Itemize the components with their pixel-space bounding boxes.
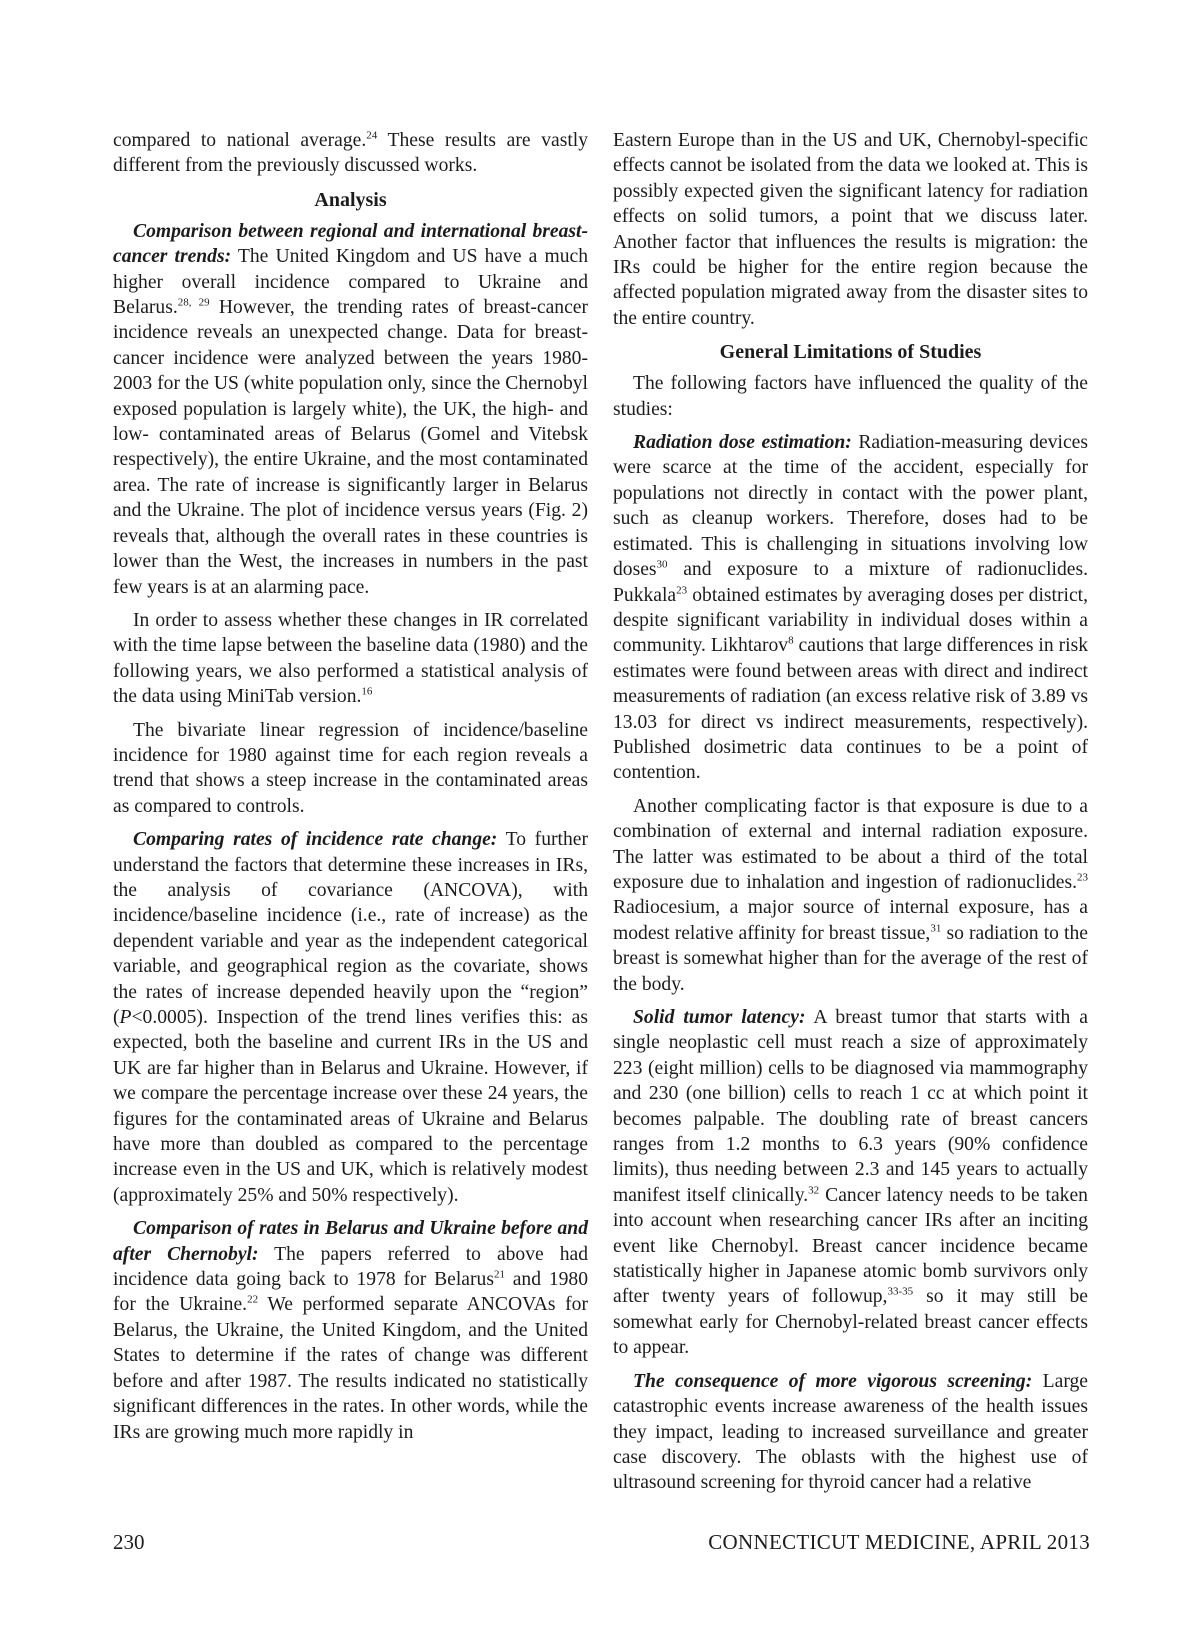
paragraph-regional-trends: Comparison between regional and international breast-cancer trends: The United Kingdom and US have a much higher overall incidence compared to Ukraine and Belarus.$^{28, 29}$ However, the trending rates of breast-cancer incidence reveals an unexpected change. Data for breast-cancer incidence were analyzed between the years 1980-2003 for the US (white population only, since the Chernobyl exposed population is largely white), the UK, the high- and low- contaminated areas of Belarus (Gomel and Vitebsk respectively), the entire Ukraine, and the most contaminated area. The rate of increase is significantly larger in Belarus and the Ukraine. The plot of incidence versus years (Fig. 2) reveals that, although the overall rates in these countries is lower than the West, the increases in numbers in the past few years is at an alarming pace.	[113, 220, 589, 598]
section-heading-limitations: General Limitations of Studies	[719, 341, 982, 364]
right-column	[613, 128, 1088, 1504]
paragraph-rate-change: Comparing rates of incidence rate change: To further understand the factors that determine these increases in IRs, the analysis of covariance (ANCOVA), with incidence/baseline incidence (i.e., rate of increase) as the dependent variable and year as the independent categorical variable, and geographical region as the covariate, shows the rates of increase depended heavily upon the “region” (P<0.0005). Inspection of the trend lines verifies this: as expected, both the baseline and current IRs in the US and UK are far higher than in Belarus and Ukraine. However, if we compare the percentage increase over these 24 years, the figures for the contaminated areas of Ukraine and Belarus have more than doubled as compared to the percentage increase even in the US and UK, which is relatively modest (approximately 25% and 50% respectively).	[113, 829, 588, 1206]
left-column	[113, 128, 588, 1453]
citation: 31	[930, 922, 942, 935]
paragraph-lead: Solid tumor latency:	[633, 1007, 806, 1028]
citation: 23	[1077, 871, 1088, 884]
paragraph-regression: The bivariate linear regression of incidence/baseline incidence for 1980 against time for each region reveals a trend that shows a steep increase in the contaminated areas as compared to controls.	[113, 719, 588, 817]
citation: 21	[493, 1268, 505, 1281]
citation: 32	[808, 1184, 820, 1197]
paragraph-factors-intro: The following factors have influenced the quality of the studies:	[613, 373, 1088, 420]
citation: 23	[676, 583, 688, 596]
citation: 30	[656, 558, 668, 571]
paragraph-lead: Comparing rates of incidence rate change:	[133, 829, 498, 851]
paragraph-screening: The consequence of more vigorous screening: Large catastrophic events increase awareness of the health issues they impact, leading to increased surveillance and greater case discovery. The oblasts with the highest use of ultrasound screening for thyroid cancer had a relative	[613, 1370, 1088, 1494]
paragraph-dose-estimation: Radiation dose estimation: Radiation-measuring devices were scarce at the time of the accident, especially for populations not directly in contact with the power plant, such as cleanup workers. Therefore, doses had to be estimated. This is challenging in situations involving low doses$^{30}$ and exposure to a mixture of radionuclides. Pukkala$^{23}$ obtained estimates by averaging doses per district, despite significant variability in individual doses within a community. Likhtarov$^8$ cautions that large differences in risk estimates were found between areas with direct and indirect measurements of radiation (an excess relative risk of 3.89 vs 13.03 for direct vs indirect measurements, respectively). Published dosimetric data continues to be a point of contention.	[613, 432, 1088, 784]
paragraph-continuation: compared to national average.$^{24}$ These results are vastly different from the previously discussed works.	[113, 129, 588, 177]
citation: 8	[788, 634, 794, 647]
paragraph-lead: Comparison of rates in Belarus and Ukraine before and after Chernobyl:	[113, 1218, 588, 1265]
citation: 22	[247, 1293, 259, 1306]
citation: 16	[361, 685, 373, 698]
page-number: 230	[113, 1530, 145, 1554]
paragraph-lead: The consequence of more vigorous screening:	[633, 1370, 1033, 1392]
section-heading-analysis: Analysis	[314, 188, 387, 211]
paragraph-tumor-latency: Solid tumor latency: A breast tumor that starts with a single neoplastic cell must reach a size of approximately 223 (eight million) cells to be diagnosed via mammography and 230 (one billion) cells to reach 1 cc at which point it becomes palpable. The doubling rate of breast cancers ranges from 1.2 months to 6.3 years (90% confidence limits), thus needing between 2.3 and 145 years to actually manifest itself clinically.$^{32}$ Cancer latency needs to be taken into account when researching cancer IRs after an inciting event like Chernobyl. Breast cancer incidence became statistically higher in Japanese atomic bomb survivors only after twenty years of followup,$^{33-35}$ so it may still be somewhat early for Chernobyl-related breast cancer effects to appear.	[613, 1007, 1088, 1359]
paragraph-statistical-analysis: In order to assess whether these changes in IR correlated with the time lapse between the baseline data (1980) and the following years, we also performed a statistical analysis of the data using MiniTab version.$^{16}$	[113, 609, 588, 708]
paragraph-before-after: Comparison of rates in Belarus and Ukraine before and after Chernobyl: The papers referred to above had incidence data going back to 1978 for Belarus$^{21}$ and 1980 for the Ukraine.$^{22}$ We performed separate ANCOVAs for Belarus, the Ukraine, the United Kingdom, and the United States to determine if the rates of change was different before and after 1987. The results indicated no statistically significant differences in the rates. In other words, while the IRs are growing much more rapidly in	[113, 1218, 589, 1443]
paragraph-lead: Radiation dose estimation:	[633, 432, 852, 454]
paragraph-lead: Comparison between regional and international breast-cancer trends:	[113, 220, 588, 268]
citation: 28, 29	[177, 296, 210, 309]
paragraph-exposure: Another complicating factor is that exposure is due to a combination of external and internal radiation exposure. The latter was estimated to be about a third of the total exposure due to inhalation and ingestion of radionuclides.$^{23}$ Radiocesium, a major source of internal exposure, has a modest relative affinity for breast tissue,$^{31}$ so radiation to the breast is somewhat higher than for the average of the rest of the body.	[613, 795, 1088, 995]
paragraph-continuation: Eastern Europe than in the US and UK, Chernobyl-specific effects cannot be isolated from the data we looked at. This is possibly expected given the significant latency for radiation effects on solid tumors, a point that we discuss later. Another factor that influences the results is migration: the IRs could be higher for the entire region because the affected population migrated away from the disaster sites to the entire country.	[613, 130, 1088, 329]
citation: 33-35	[887, 1285, 914, 1298]
citation: 24	[366, 129, 378, 142]
journal-footer: CONNECTICUT MEDICINE, APRIL 2013	[708, 1530, 1090, 1554]
